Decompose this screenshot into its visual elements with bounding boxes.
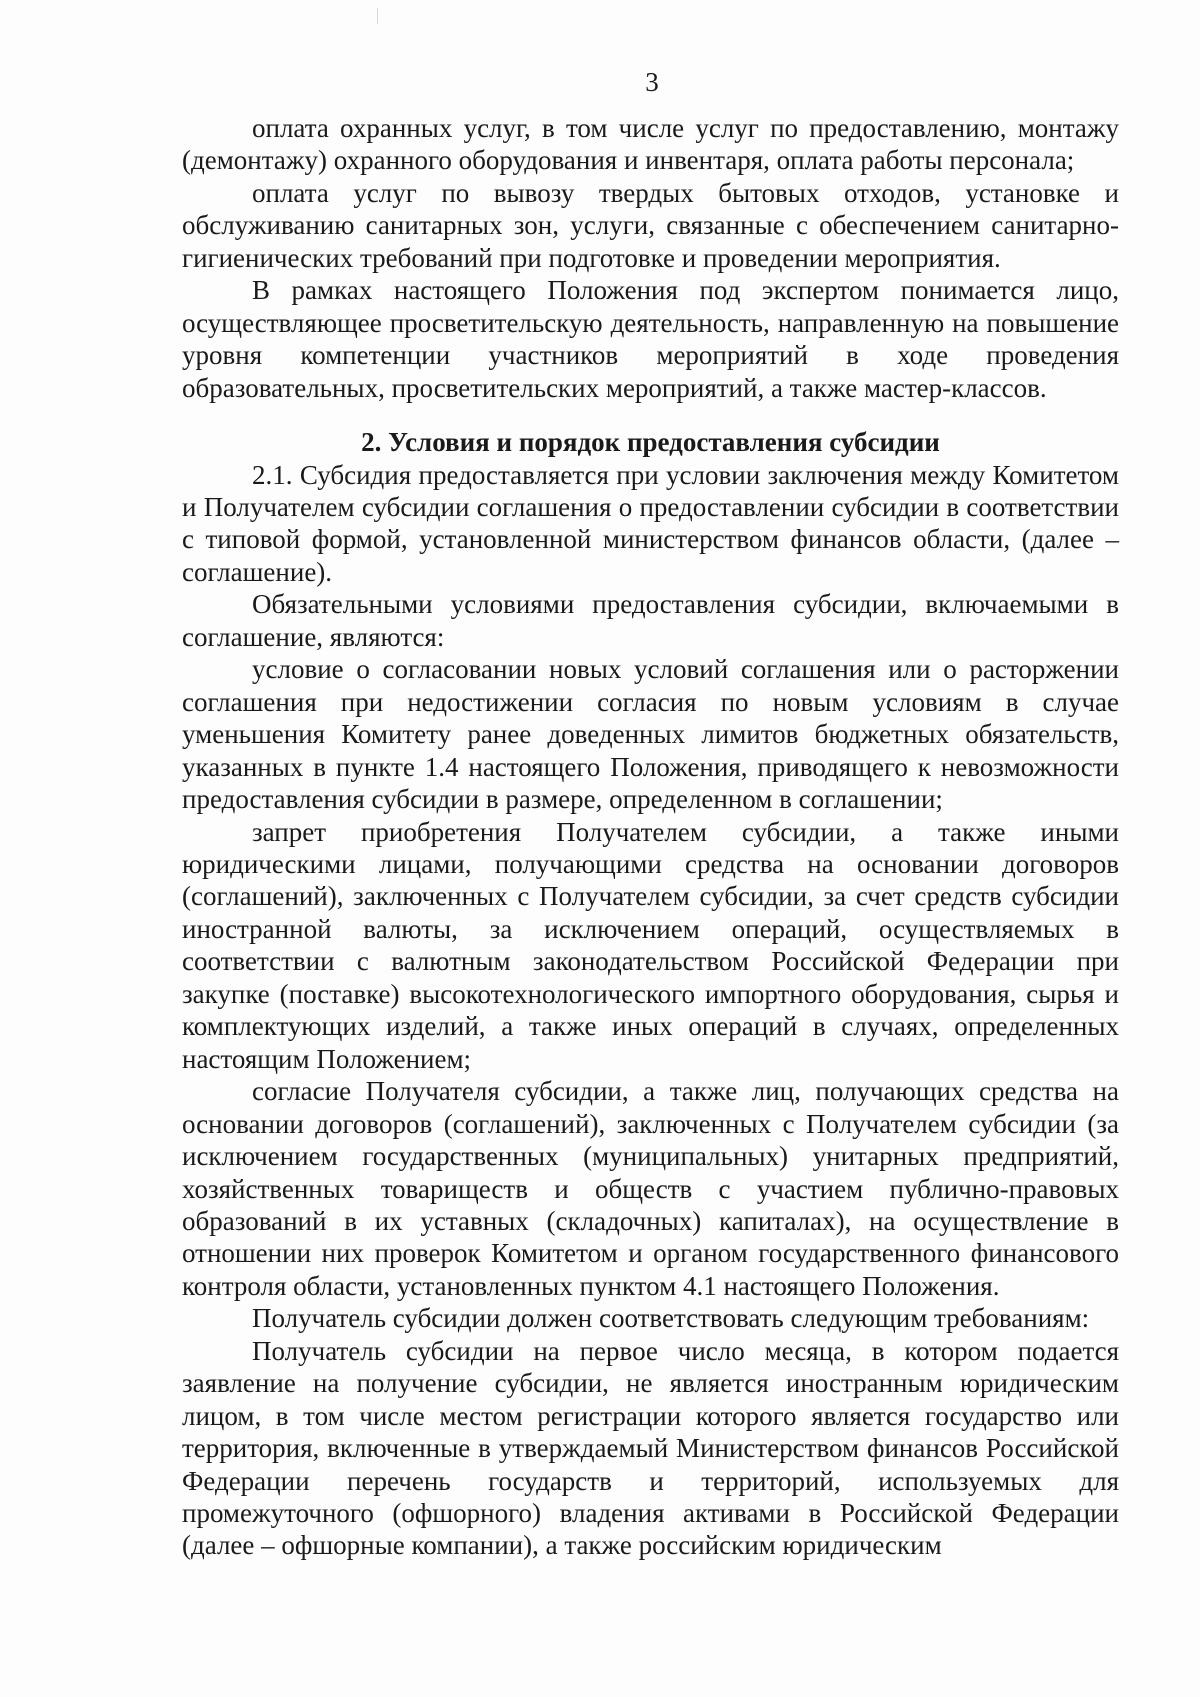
paragraph-expert-definition: В рамках настоящего Положения под экспертом понимается лицо, осуществляющее просветительскую деятельность, направленную на повышение уровня компетенции участников мероприятий в ходе проведения образовательных, просветительских мероприятий, а также мастер-классов. bbox=[182, 275, 1119, 403]
paragraph-consent-checks: согласие Получателя субсидии, а также лиц, получающих средства на основании договоров (соглашений), заключенных с Получателем субсидии (за исключением государственных (муниципальных) унитарных предприятий, хозяйственных товариществ и обществ с участием публично-правовых образований в их уставных (складочных) капиталах), на осуществление в отношении них проверок Комитетом и органом государственного финансового контроля области, установленных пунктом 4.1 настоящего Положения. bbox=[182, 1076, 1119, 1301]
paragraph-condition-agreement: условие о согласовании новых условий соглашения или о расторжении соглашения при недостижении согласия по новым условиям в случае уменьшения Комитету ранее доведенных лимитов бюджетных обязательств, указанных в пункте 1.4 настоящего Положения, приводящего к невозможности предоставления субсидии в размере, определенном в соглашении; bbox=[182, 654, 1119, 815]
paragraph-recipient-requirement: Получатель субсидии на первое число месяца, в котором подается заявление на получение субсидии, не является иностранным юридическим лицом, в том числе местом регистрации которого является государство или территория, включенные в утверждаемый Министерством финансов Российской Федерации перечень государств и территорий, используемых для промежуточного (офшорного) владения активами в Российской Федерации (далее – офшорные компании), а также российским юридическим bbox=[182, 1335, 1119, 1561]
paragraph-2-1: 2.1. Субсидия предоставляется при условии заключения между Комитетом и Получателем субсидии соглашения о предоставлении субсидии в соответствии с типовой формой, установленной министерством финансов области, (далее – соглашение). bbox=[182, 459, 1119, 587]
paragraph-mandatory-conditions: Обязательными условиями предоставления субсидии, включаемыми в соглашение, являются: bbox=[182, 589, 1119, 652]
paragraph-currency-ban: запрет приобретения Получателем субсидии, а также иными юридическими лицами, получающими средства на основании договоров (соглашений), заключенных с Получателем субсидии, за счет средств субсидии иностранной валюты, за исключением операций, осуществляемых в соответствии с валютным законодательством Российской Федерации при закупке (поставке) высокотехнологического импортного оборудования, сырья и комплектующих изделий, а также иных операций в случаях, определенных настоящим Положением; bbox=[182, 816, 1119, 1074]
paragraph-requirements-intro: Получатель субсидии должен соответствовать следующим требованиям: bbox=[252, 1303, 1090, 1334]
page-number: 3 bbox=[645, 67, 659, 97]
section-heading: 2. Условия и порядок предоставления субсидии bbox=[361, 427, 940, 458]
scan-artifact bbox=[377, 8, 378, 24]
paragraph-security-services: оплата охранных услуг, в том числе услуг по предоставлению, монтажу (демонтажу) охранного оборудования и инвентаря, оплата работы персонала; bbox=[182, 113, 1119, 176]
paragraph-waste-removal: оплата услуг по вывозу твердых бытовых отходов, установке и обслуживанию санитарных зон, услуги, связанные с обеспечением санитарно-гигиенических требований при подготовке и проведении мероприятия. bbox=[182, 177, 1119, 273]
document-body bbox=[182, 112, 1119, 1562]
